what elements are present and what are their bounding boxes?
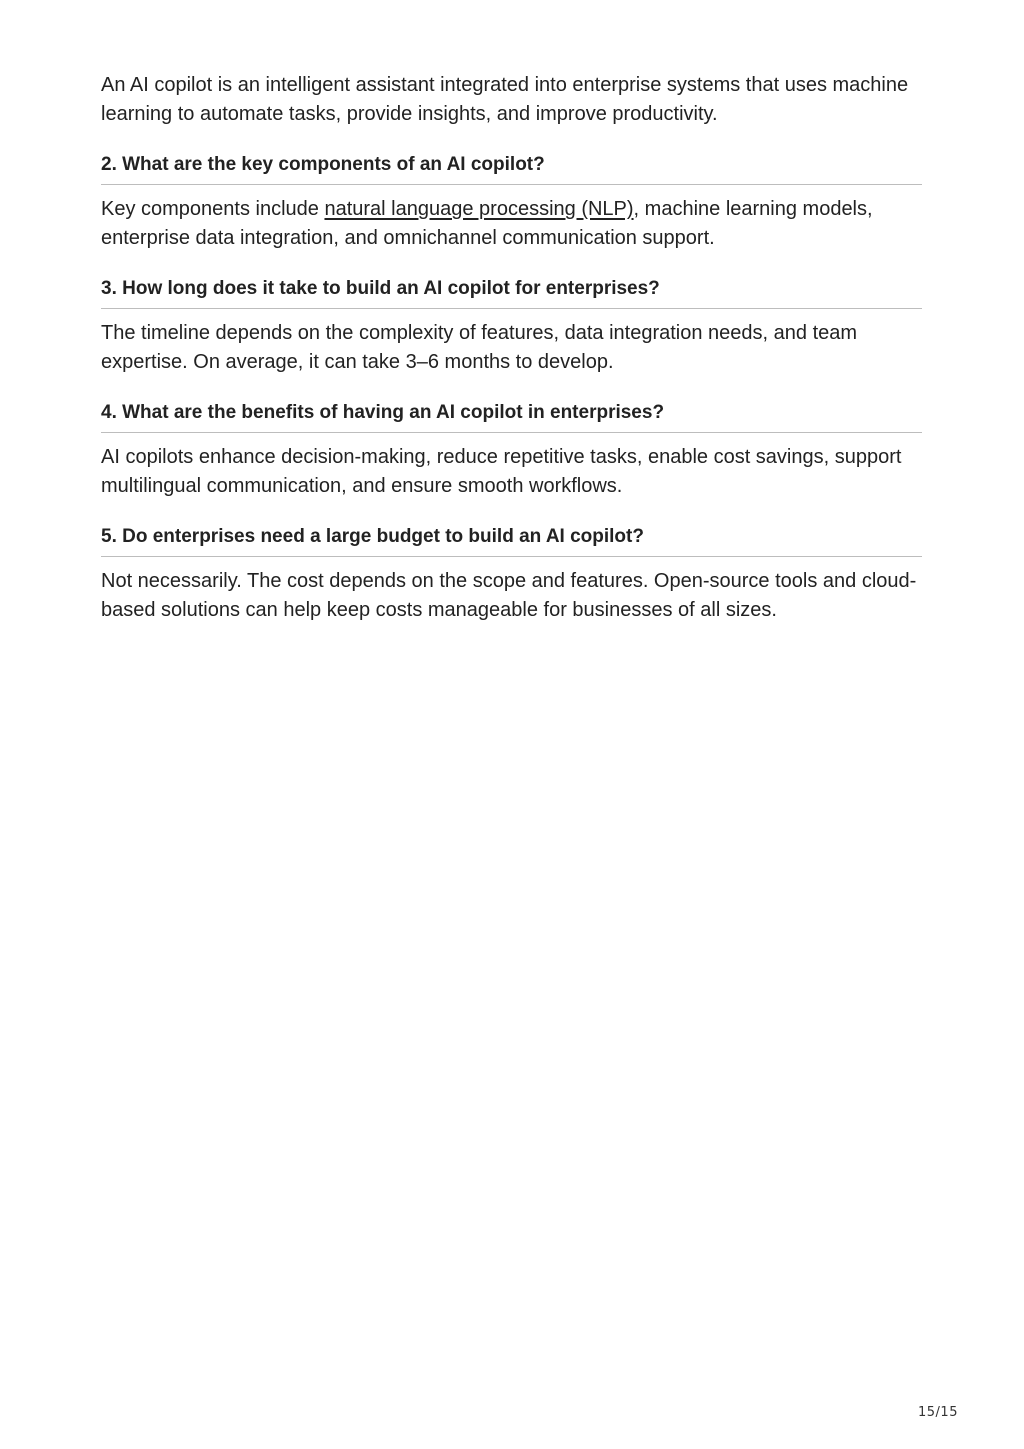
nlp-link[interactable]: natural language processing (NLP) bbox=[324, 198, 634, 220]
faq-item-4 bbox=[101, 401, 922, 500]
answer-text: , machine learning models, enterprise data integration, and omnichannel communication support. bbox=[101, 198, 873, 249]
page-number: 15/15 bbox=[918, 1405, 958, 1420]
faq-answer: The timeline depends on the complexity of features, data integration needs, and team expertise. On average, it can take 3–6 months to develop. bbox=[101, 322, 858, 373]
faq-item-2 bbox=[101, 153, 922, 252]
faq-item-3 bbox=[101, 277, 922, 376]
answer-text: Key components include bbox=[101, 198, 325, 220]
faq-question: 3. How long does it take to build an AI copilot for enterprises? bbox=[101, 277, 922, 309]
faq-answer: AI copilots enhance decision-making, reduce repetitive tasks, enable cost savings, support multilingual communication, and ensure smooth workflows. bbox=[101, 446, 902, 497]
document-page bbox=[101, 71, 922, 649]
faq-question: 4. What are the benefits of having an AI copilot in enterprises? bbox=[101, 401, 922, 433]
faq-question: 2. What are the key components of an AI copilot? bbox=[101, 153, 922, 185]
faq-question: 5. Do enterprises need a large budget to build an AI copilot? bbox=[101, 525, 922, 557]
intro-paragraph: An AI copilot is an intelligent assistant integrated into enterprise systems that uses machine learning to automate tasks, provide insights, and improve productivity. bbox=[101, 74, 909, 125]
faq-item-5 bbox=[101, 525, 922, 624]
faq-answer: Not necessarily. The cost depends on the scope and features. Open-source tools and cloud-based solutions can help keep costs manageable for businesses of all sizes. bbox=[101, 570, 917, 621]
faq-answer bbox=[101, 195, 922, 252]
